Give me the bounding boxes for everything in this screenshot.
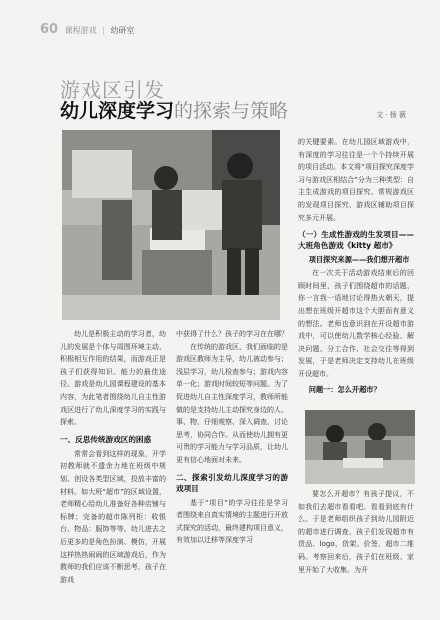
- running-header: [40, 22, 134, 37]
- minor-heading: 项目探究来源——我们想开超市: [308, 255, 410, 265]
- question-heading: 问题一：怎么开超市？: [308, 384, 381, 394]
- article-title: [60, 96, 288, 123]
- title-rest: 的探索与策略: [174, 100, 289, 122]
- body-paragraph: 的关键要素。在幼儿园区域游戏中，有深度的学习往往是一个个持续开展的项目活动。本文将“项目探究深度学习与游戏区相结合”分为三种类型：自主生成游戏的项目探究、常规游戏区的发现项目探究、游戏区辅助项目探究多元开展。: [298, 138, 414, 222]
- section-label: 课程游戏: [64, 26, 97, 35]
- header-divider: |: [102, 26, 105, 35]
- body-paragraph: 在一次关于活动游戏结束后的回顾时间里，孩子们围绕超市的话题，你一言我一语地讨论得热火朝天，提出想在班级开超市这个大胆而有意义的想法。老师也意识到在开设超市游戏中，可以使幼儿数学核心经验、解决问题、分工合作、社会交往等得到发展，于是老师决定支持幼儿在班级开设超市。: [298, 269, 414, 378]
- author-byline: 文 · 杨 薇: [376, 111, 406, 119]
- section-heading-1: 一、反思传统游戏区的困惑: [60, 434, 152, 444]
- section-heading-2: 二、探索引发幼儿深度学习的游戏项目: [176, 472, 288, 493]
- children-table-illustration: [305, 410, 415, 484]
- intro-paragraph: 幼儿是积极主动的学习者，幼儿的发展是个体与周围环境主动、积极相互作用的结果，而游戏正是孩子们获得知识、能力的最佳途径。游戏是幼儿园课程建设的基本内容，为此笔者围绕幼儿自主性游戏区进行了幼儿深度学习的实践与探索。: [60, 330, 166, 427]
- body-paragraph: 常常会看到这样的现象，开学初教师就不遗余力地在班级中规划、创设各类型区域，投放丰富的材料。如大班“超市”的区域设置，老师精心给幼儿准备好各种店铺与标牌；完备的超市陈列柜：收银台、物品：服饰等等。幼儿进去之后更多的是角色扮演、模仿，开展这样热热闹闹的区域游戏后，作为教师的我们应该不断思考，孩子在游戏: [60, 449, 166, 584]
- body-paragraph: 在传统的游戏区，我们面临的是游戏区教师为主导，幼儿被动参与；浅层学习，幼儿检查参与；游戏内容单一化；游戏时间较短等问题。为了促进幼儿自主性深度学习，教师所能做的是支持幼儿主动探究身边的人、事、物，仔细观察、深入调查、讨论思考，协同合作。从而使幼儿拥有更可贵的学习能力与学习品质，让幼儿更有信心地面对未来。: [176, 342, 288, 464]
- subsection-label: 幼研室: [110, 26, 135, 35]
- text-column-3: [298, 136, 414, 397]
- title-bold: 幼儿深度学习: [60, 100, 175, 122]
- text-column-3-continued: [298, 488, 414, 576]
- children-table-photo: [305, 410, 415, 484]
- body-paragraph: 基于“项目”的学习往往是学习者围绕来自真实情境的主题进行开放式探究的活动，最终建构项目意义，有效加以迁移等深度学习: [176, 498, 288, 545]
- classroom-photo: [62, 130, 280, 320]
- subsection-heading: （一）生成性游戏的生发项目——大班角色游戏《kitty 超市》: [298, 230, 414, 251]
- body-paragraph: 要怎么开超市？有孩子提议，不如我们去超市看看吧。看看到底有什么。于是老师组织孩子到幼儿园附近的超市进行调查，孩子们发现超市有货品、logo、货架、价签、超市二维码。考察回来后，孩子们在班级、家里开始了大收集。为开: [298, 490, 414, 574]
- text-column-1: [60, 328, 166, 586]
- article-kicker: 游戏区引发: [60, 78, 165, 102]
- classroom-photo-illustration: [62, 130, 280, 320]
- text-column-2: [176, 328, 288, 547]
- page-number: 60: [40, 22, 59, 37]
- body-paragraph: 中获得了什么？孩子的学习在在哪？: [176, 330, 288, 338]
